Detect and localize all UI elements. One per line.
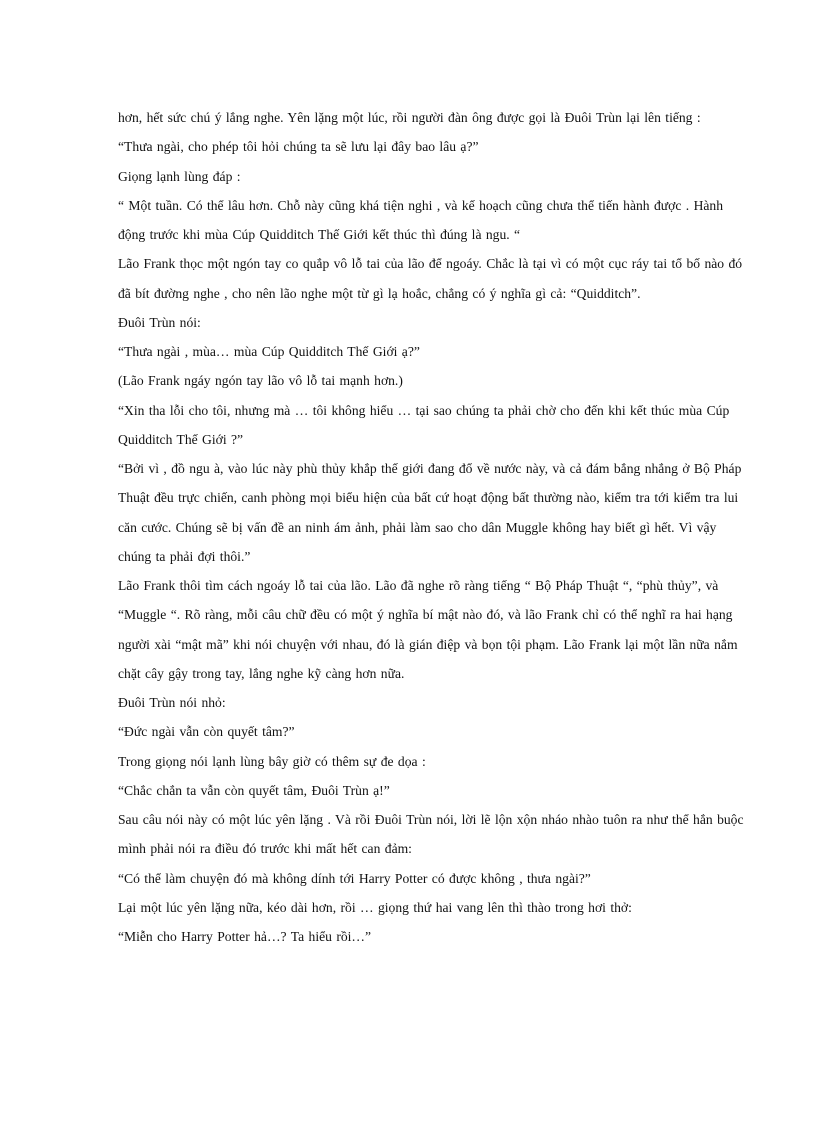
paragraph: “Miễn cho Harry Potter hả…? Ta hiểu rồi…”	[118, 929, 372, 944]
paragraph: Đuôi Trùn nói nhỏ:	[118, 695, 226, 710]
paragraph: “Chắc chắn ta vẫn còn quyết tâm, Đuôi Trùn ạ!”	[118, 782, 390, 798]
paragraph: “Đức ngài vẫn còn quyết tâm?”	[118, 724, 295, 740]
paragraph: “Có thể làm chuyện đó mà không dính tới Harry Potter có được không , thưa ngài?”	[118, 870, 591, 886]
paragraph: Lão Frank thọc một ngón tay co quắp vô lỗ tai của lão để ngoáy. Chắc là tại vì có một cục ráy tai tổ bố nào đó đã bít đường nghe , cho nên lão nghe một từ gì lạ hoắc, chẳng có ý nghĩa gì cả: “Quidditch”.	[118, 256, 743, 301]
paragraph: “Xin tha lỗi cho tôi, nhưng mà … tôi không hiểu … tại sao chúng ta phải chờ cho đến khi kết thúc mùa Cúp Quidditch Thế Giới ?”	[118, 402, 730, 447]
paragraph: Giọng lạnh lùng đáp :	[118, 168, 241, 184]
paragraph: Đuôi Trùn nói:	[118, 314, 201, 330]
paragraph: Lão Frank thôi tìm cách ngoáy lỗ tai của lão. Lão đã nghe rõ ràng tiếng “ Bộ Pháp Thuật “, “phù thủy”, và “Muggle “. Rõ ràng, mỗi câu chữ đều có một ý nghĩa bí mật nào đó, và lão Frank chỉ có thể nghĩ ra hai hạng người xài “mật mã” khi nói chuyện với nhau, đó là gián điệp và bọn tội phạm. Lão Frank lại một lần nữa nắm chặt cây gậy trong tay, lắng nghe kỹ càng hơn nữa.	[118, 578, 738, 681]
paragraph: Lại một lúc yên lặng nữa, kéo dài hơn, rồi … giọng thứ hai vang lên thì thào trong hơi thở:	[118, 899, 632, 915]
paragraph: “Thưa ngài , mùa… mùa Cúp Quidditch Thế Giới ạ?”	[118, 344, 420, 359]
paragraph: “Thưa ngài, cho phép tôi hỏi chúng ta sẽ lưu lại đây bao lâu ạ?”	[118, 139, 479, 155]
paragraph: hơn, hết sức chú ý lắng nghe. Yên lặng một lúc, rồi người đàn ông được gọi là Đuôi Trùn lại lên tiếng :	[118, 110, 701, 125]
paragraph: “ Một tuần. Có thể lâu hơn. Chỗ này cũng khá tiện nghi , và kế hoạch cũng chưa thể tiến hành được . Hành động trước khi mùa Cúp Quidditch Thế Giới kết thúc thì đúng là ngu. “	[118, 197, 724, 242]
document-body	[118, 103, 748, 951]
paragraph: “Bởi vì , đồ ngu à, vào lúc này phù thủy khắp thế giới đang đổ về nước này, và cả đám bắng nhắng ở Bộ Pháp Thuật đều trực chiến, canh phòng mọi biểu hiện của bất cứ hoạt động bất thường nào, kiểm tra tới kiểm tra lui căn cước. Chúng sẽ bị vấn đề an ninh ám ảnh, phải làm sao cho dân Muggle không hay biết gì hết. Vì vậy chúng ta phải đợi thôi.”	[118, 461, 742, 564]
paragraph: Trong giọng nói lạnh lùng bây giờ có thêm sự đe dọa :	[118, 753, 426, 769]
paragraph: (Lão Frank ngáy ngón tay lão vô lỗ tai mạnh hơn.)	[118, 373, 403, 389]
paragraph: Sau câu nói này có một lúc yên lặng . Và rồi Đuôi Trùn nói, lời lẽ lộn xộn nháo nhào tuôn ra như thể hắn buộc mình phải nói ra điều đó trước khi mất hết can đảm:	[118, 812, 744, 857]
